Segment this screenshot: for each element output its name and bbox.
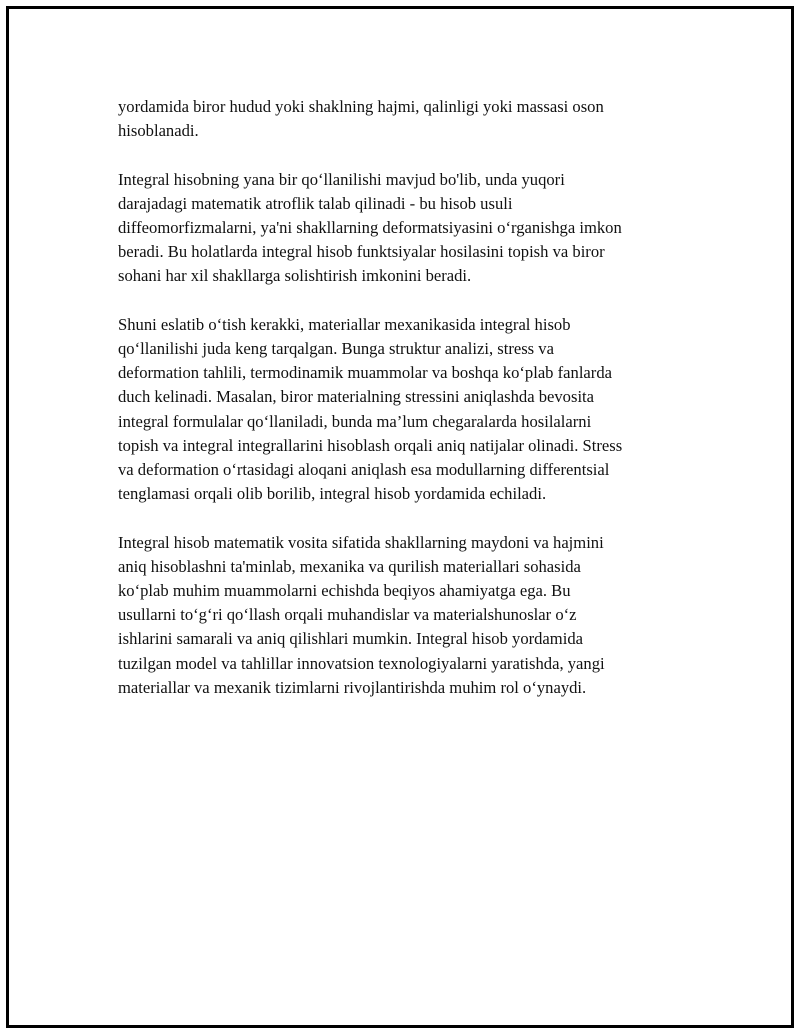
text-line: diffeomorfizmalarni, ya'ni shakllarning deformatsiyasini o‘rganishga imkon — [118, 218, 622, 237]
text-line: tenglamasi orqali olib borilib, integral hisob yordamida echiladi. — [118, 484, 547, 504]
text-line: beradi. Bu holatlarda integral hisob funktsiyalar hosilasini topish va biror — [118, 242, 605, 262]
text-line: integral formulalar qo‘llaniladi, bunda ma’lum chegaralarda hosilalarni — [118, 411, 592, 431]
text-line: ko‘plab muhim muammolarni echishda beqiyos ahamiyatga ega. Bu — [118, 581, 571, 601]
paragraph-3 — [118, 313, 698, 507]
text-line: ishlarini samarali va aniq qilishlari mumkin. Integral hisob yordamida — [118, 629, 583, 649]
text-line: yordamida biror hudud yoki shaklning hajmi, qalinligi yoki massasi oson — [118, 97, 604, 116]
paragraph-4 — [118, 531, 698, 700]
paragraph-2 — [118, 168, 698, 289]
text-line: sohani har xil shakllarga solishtirish imkonini beradi. — [118, 266, 472, 286]
text-line: deformation tahlili, termodinamik muammolar va boshqa ko‘plab fanlarda — [118, 363, 612, 383]
text-line: darajadagi matematik atroflik talab qilinadi - bu hisob usuli — [118, 193, 513, 213]
text-line: Shuni eslatib o‘tish kerakki, materiallar mexanikasida integral hisob — [118, 314, 571, 334]
text-line: usullarni to‘g‘ri qo‘llash orqali muhandislar va materialshunoslar o‘z — [118, 605, 577, 625]
text-line: Integral hisob matematik vosita sifatida shakllarning maydoni va hajmini — [118, 532, 604, 552]
text-line: aniq hisoblashni ta'minlab, mexanika va qurilish materiallari sohasida — [118, 556, 581, 576]
text-line: Integral hisobning yana bir qo‘llanilishi mavjud bo'lib, unda yuqori — [118, 169, 565, 189]
text-line: topish va integral integrallarini hisoblash orqali aniq natijalar olinadi. Stress — [118, 435, 623, 455]
document-body — [118, 95, 698, 724]
text-line: tuzilgan model va tahlillar innovatsion texnologiyalarni yaratishda, yangi — [118, 653, 605, 673]
paragraph-1 — [118, 95, 698, 143]
text-line: materiallar va mexanik tizimlarni rivojlantirishda muhim rol o‘ynaydi. — [118, 677, 587, 697]
text-line: hisoblanadi. — [118, 121, 199, 141]
text-line: va deformation o‘rtasidagi aloqani aniqlash esa modullarning differentsial — [118, 460, 610, 480]
text-line: duch kelinadi. Masalan, biror materialning stressini aniqlashda bevosita — [118, 387, 595, 407]
text-line: qo‘llanilishi juda keng tarqalgan. Bunga struktur analizi, stress va — [118, 339, 554, 358]
